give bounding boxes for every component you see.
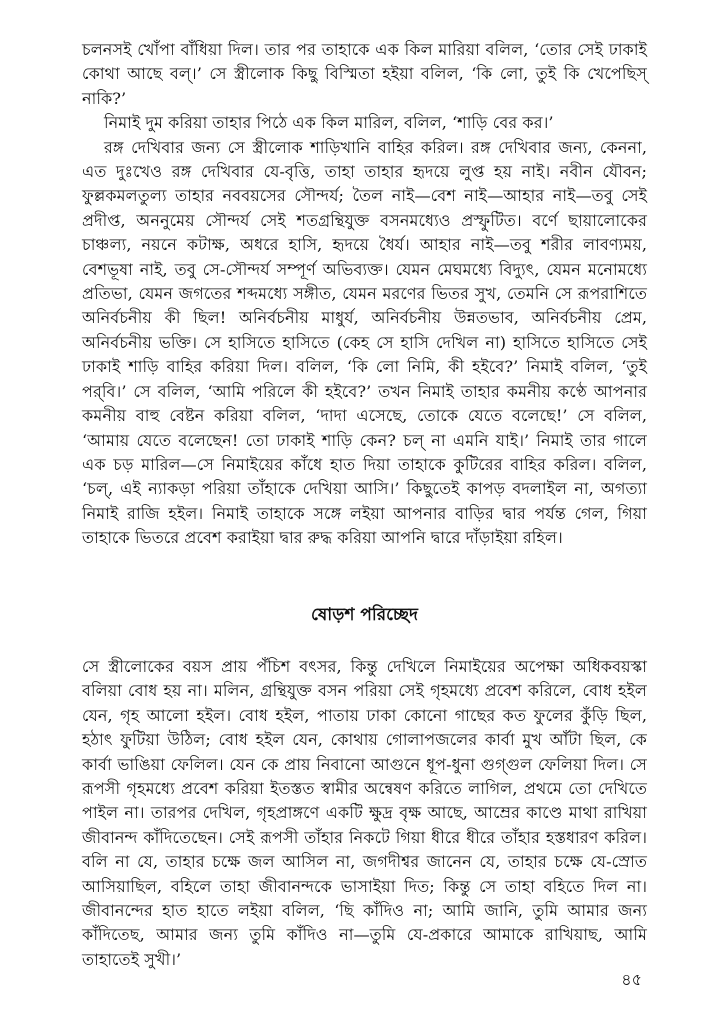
paragraph-nimai-slap: নিমাই দুম করিয়া তাহার পিঠে এক কিল মারিল, বলিল, ‘শাড়ি বের কর।’ <box>104 113 554 133</box>
paragraph-continuation: চলনসই খোঁপা বাঁধিয়া দিল। তার পর তাহাকে এক কিল মারিয়া বলিল, ‘তোর সেই ঢাকাই কোথা আছে বল্‌।’ সে স্ত্রীলোক কিছু বিস্মিতা হইয়া বলিল, ‘কি লো, তুই কি খেপেছিস্‌ নাকি?’ <box>82 40 647 108</box>
book-page <box>82 38 647 972</box>
page-number: ৪৫ <box>621 970 642 989</box>
paragraph-saree: রঙ্গ দেখিবার জন্য সে স্ত্রীলোক শাড়িখানি বাহির করিল। রঙ্গ দেখিবার জন্য, কেননা, এত দুঃখেও রঙ্গ দেখিবার যে-বৃত্তি, তাহা তাহার হৃদয়ে লুপ্ত হয় নাই। নবীন যৌবন; ফুল্লকমলতুল্য তাহার নববয়সের সৌন্দর্য; তৈল নাই—বেশ নাই—আহার নাই—তবু সেই প্রদীপ্ত, অননুমেয় সৌন্দর্য সেই শতগ্রন্থিযুক্ত বসনমধ্যেও প্রস্ফুটিত। বর্ণে ছায়ালোকের চাঞ্চল্য, নয়নে কটাক্ষ, অধরে হাসি, হৃদয়ে ধৈর্য। আহার নাই—তবু শরীর লাবণ্যময়, বেশভূষা নাই, তবু সে-সৌন্দর্য সম্পূর্ণ অভিব্যক্ত। যেমন মেঘমধ্যে বিদ্যুৎ, যেমন মনোমধ্যে প্রতিভা, যেমন জগতের শব্দমধ্যে সঙ্গীত, যেমন মরণের ভিতর সুখ, তেমনি সে রূপরাশিতে অনির্বচনীয় কী ছিল! অনির্বচনীয় মাধুর্য, অনির্বচনীয় উন্নতভাব, অনির্বচনীয় প্রেম, অনির্বচনীয় ভক্তি। সে হাসিতে হাসিতে (কেহ সে হাসি দেখিল না) হাসিতে হাসিতে সেই ঢাকাই শাড়ি বাহির করিয়া দিল। বলিল, ‘কি লো নিমি, কী হইবে?’ নিমাই বলিল, ‘তুই পর্‌বি।’ সে বলিল, ‘আমি পরিলে কী হইবে?’ তখন নিমাই তাহার কমনীয় কণ্ঠে আপনার কমনীয় বাহু বেষ্টন করিয়া বলিল, ‘দাদা এসেছে, তোকে যেতে বলেছে!’ সে বলিল, ‘আমায় যেতে বলেছেন! তো ঢাকাই শাড়ি কেন? চল্‌ না এমনি যাই।’ নিমাই তার গালে এক চড় মারিল—সে নিমাইয়ের কাঁধে হাত দিয়া তাহাকে কুটিরের বাহির করিল। বলিল, ‘চল্‌, এই ন্যাকড়া পরিয়া তাঁহাকে দেখিয়া আসি।’ কিছুতেই কাপড় বদলাইল না, অগত্যা নিমাই রাজি হইল। নিমাই তাহাকে সঙ্গে লইয়া আপনার বাড়ির দ্বার পর্যন্ত গেল, গিয়া তাহাকে ভিতরে প্রবেশ করাইয়া দ্বার রুদ্ধ করিয়া আপনি দ্বারে দাঁড়াইয়া রহিল। <box>82 137 647 548</box>
paragraph-chapter-body: সে স্ত্রীলোকের বয়স প্রায় পঁচিশ বৎসর, কিন্তু দেখিলে নিমাইয়ের অপেক্ষা অধিকবয়স্কা বলিয়া বোধ হয় না। মলিন, গ্রন্থিযুক্ত বসন পরিয়া সেই গৃহমধ্যে প্রবেশ করিলে, বোধ হইল যেন, গৃহ আলো হইল। বোধ হইল, পাতায় ঢাকা কোনো গাছের কত ফুলের কুঁড়ি ছিল, হঠাৎ ফুটিয়া উঠিল; বোধ হইল যেন, কোথায় গোলাপজলের কার্বা মুখ আঁটা ছিল, কে কার্বা ভাঙিয়া ফেলিল। যেন কে প্রায় নিবানো আগুনে ধূপ-ধুনা গুগ্‌গুল ফেলিয়া দিল। সে রূপসী গৃহমধ্যে প্রবেশ করিয়া ইতস্তত স্বামীর অন্বেষণ করিতে লাগিল, প্রথমে তো দেখিতে পাইল না। তারপর দেখিল, গৃহপ্রাঙ্গণে একটি ক্ষুদ্র বৃক্ষ আছে, আম্রের কাণ্ডে মাথা রাখিয়া জীবানন্দ কাঁদিতেছেন। সেই রূপসী তাঁহার নিকটে গিয়া ধীরে ধীরে তাঁহার হস্তধারণ করিল। বলি না যে, তাহার চক্ষে জল আসিল না, জগদীশ্বর জানেন যে, তাহার চক্ষে যে-স্রোত আসিয়াছিল, বহিলে তাহা জীবানন্দকে ভাসাইয়া দিত; কিন্তু সে তাহা বহিতে দিল না। জীবানন্দের হাত হাতে লইয়া বলিল, ‘ছি কাঁদিও না; আমি জানি, তুমি আমার জন্য কাঁদিতেছ, আমার জন্য তুমি কাঁদিও না—তুমি যে-প্রকারে আমাকে রাখিয়াছ, আমি তাহাতেই সুখী।’ <box>82 656 647 969</box>
chapter-heading: ষোড়শ পরিচ্ছেদ <box>311 604 418 625</box>
